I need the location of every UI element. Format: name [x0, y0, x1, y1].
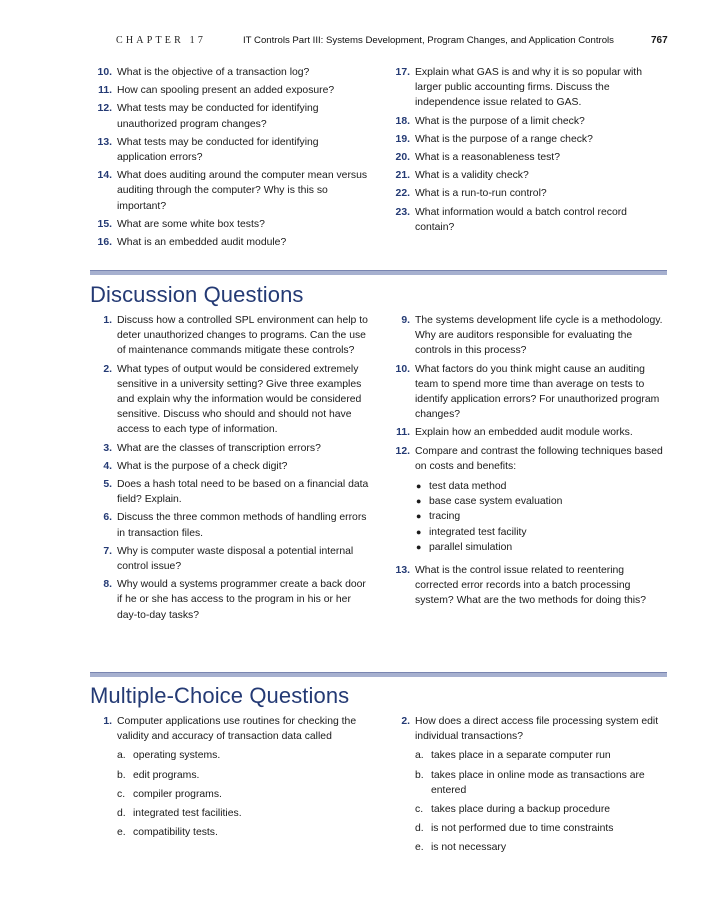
question-item: 23. What information would a batch control record contain?: [395, 206, 627, 233]
list-item: ● base case system evaluation: [415, 494, 668, 509]
answer-option: d. is not performed due to time constraints: [415, 823, 614, 835]
running-header: [0, 35, 719, 51]
bullet-icon: ●: [416, 526, 422, 537]
bullet-icon: ●: [416, 496, 422, 507]
answer-option: a. operating systems.: [117, 750, 221, 762]
question-item: 15. What are some white box tests?: [97, 218, 265, 230]
section-divider: [90, 270, 667, 275]
question-item: 12. What tests may be conducted for identifying unauthorized program changes?: [97, 103, 319, 130]
list-item: ● integrated test facility: [415, 525, 668, 540]
question-item: 9. The systems development life cycle is a methodology. Why are auditors responsible for evaluating the controls in this process?: [401, 315, 663, 357]
technique-list: [415, 479, 668, 555]
bullet-icon: ●: [416, 511, 422, 522]
question-item: 22. What is a run-to-run control?: [395, 188, 547, 200]
multiple-choice-heading: Multiple-Choice Questions: [90, 683, 350, 708]
question-item: 7. Why is computer waste disposal a potential internal control issue?: [103, 545, 354, 573]
question-item: 21. What is a validity check?: [395, 170, 529, 182]
answer-option: d. integrated test facilities.: [117, 808, 242, 820]
question-item: 4. What is the purpose of a check digit?: [103, 460, 288, 472]
answer-option: c. compiler programs.: [117, 788, 222, 800]
question-item: 13. What tests may be conducted for identifying application errors?: [97, 136, 319, 164]
question-item: 19. What is the purpose of a range check?: [395, 133, 593, 145]
answer-option: b. takes place in online mode as transactions are entered: [415, 769, 645, 796]
discussion-questions-left: [90, 313, 370, 626]
mc-question-1: [90, 714, 370, 844]
question-item: 3. What are the classes of transcription errors?: [103, 442, 321, 454]
answer-option: b. edit programs.: [117, 769, 200, 781]
review-questions-right: [388, 65, 668, 238]
answer-option: c. takes place during a backup procedure: [415, 804, 611, 816]
answer-option: e. is not necessary: [415, 842, 507, 854]
section-divider: [90, 672, 667, 677]
chapter-label: CHAPTER 17: [116, 35, 207, 46]
answer-options: [415, 748, 668, 855]
answer-options: [117, 748, 370, 840]
list-item: ● parallel simulation: [415, 540, 668, 555]
running-title: IT Controls Part III: Systems Development, Program Changes, and Application Controls: [243, 35, 614, 46]
question-item: 2. What types of output would be considered extremely sensitive in a university setting? Give three examples and explain why the information would be considered sensitive. Discuss who should and should not have access to each type of information.: [103, 363, 362, 436]
answer-option: a. takes place in a separate computer run: [415, 750, 611, 762]
question-item: 18. What is the purpose of a limit check?: [395, 115, 585, 127]
question-item: 13. What is the control issue related to reentering corrected error records into a batch processing system? What are the two methods for doing this?: [395, 565, 647, 607]
question-item: 5. Does a hash total need to be based on a financial data field? Explain.: [103, 479, 369, 506]
question-item: 20. What is a reasonableness test?: [395, 152, 560, 164]
question-item: 2. How does a direct access file processing system edit individual transactions? a. takes place in a separate computer run b. takes place in online mode as transactions are entered c. takes place during a backup procedure d. is not performed due to time constraints e. is not necessary: [388, 714, 668, 856]
question-item: 11. Explain how an embedded audit module works.: [396, 427, 633, 439]
question-item: 10. What is the objective of a transaction log?: [97, 67, 310, 78]
discussion-heading: Discussion Questions: [90, 282, 304, 307]
question-item: 1. Computer applications use routines for checking the validity and accuracy of transaction data called a. operating systems. b. edit programs. c. compiler programs. d. integrated test facilities. e. compatibility tests.: [90, 714, 370, 840]
review-questions-left: [90, 65, 370, 253]
question-item: 10. What factors do you think might cause an auditing team to spend more time than average on tests to identify application errors? For unauthorized program changes?: [395, 363, 660, 421]
question-item: 12. Compare and contrast the following techniques based on costs and benefits: ● test data method ● base case system evaluation ● tracing ● integrated test facility ● parallel simulation: [388, 444, 668, 555]
question-item: 16. What is an embedded audit module?: [97, 237, 287, 249]
question-item: 6. Discuss the three common methods of handling errors in transaction files.: [103, 512, 367, 539]
mc-question-2: [388, 714, 668, 860]
question-item: 17. Explain what GAS is and why it is so popular with larger public accounting firms. Discuss the independence issue related to GAS.: [395, 67, 642, 109]
question-item: 14. What does auditing around the computer mean versus auditing through the computer? Why is this so important?: [97, 170, 368, 212]
question-item: 8. Why would a systems programmer create a back door if he or she has access to the program in his or her day-to-day tasks?: [103, 579, 366, 621]
list-item: ● test data method: [415, 479, 668, 494]
list-item: ● tracing: [415, 509, 668, 524]
page-number: 767: [651, 35, 668, 46]
answer-option: e. compatibility tests.: [117, 827, 218, 839]
bullet-icon: ●: [416, 541, 422, 552]
question-item: 1. Discuss how a controlled SPL environment can help to deter unauthorized changes to programs. Can the use of maintenance commands mitigate these controls?: [103, 315, 368, 357]
bullet-icon: ●: [416, 481, 422, 492]
question-item: 11. How can spooling present an added exposure?: [98, 85, 335, 97]
discussion-questions-right: [388, 313, 668, 612]
